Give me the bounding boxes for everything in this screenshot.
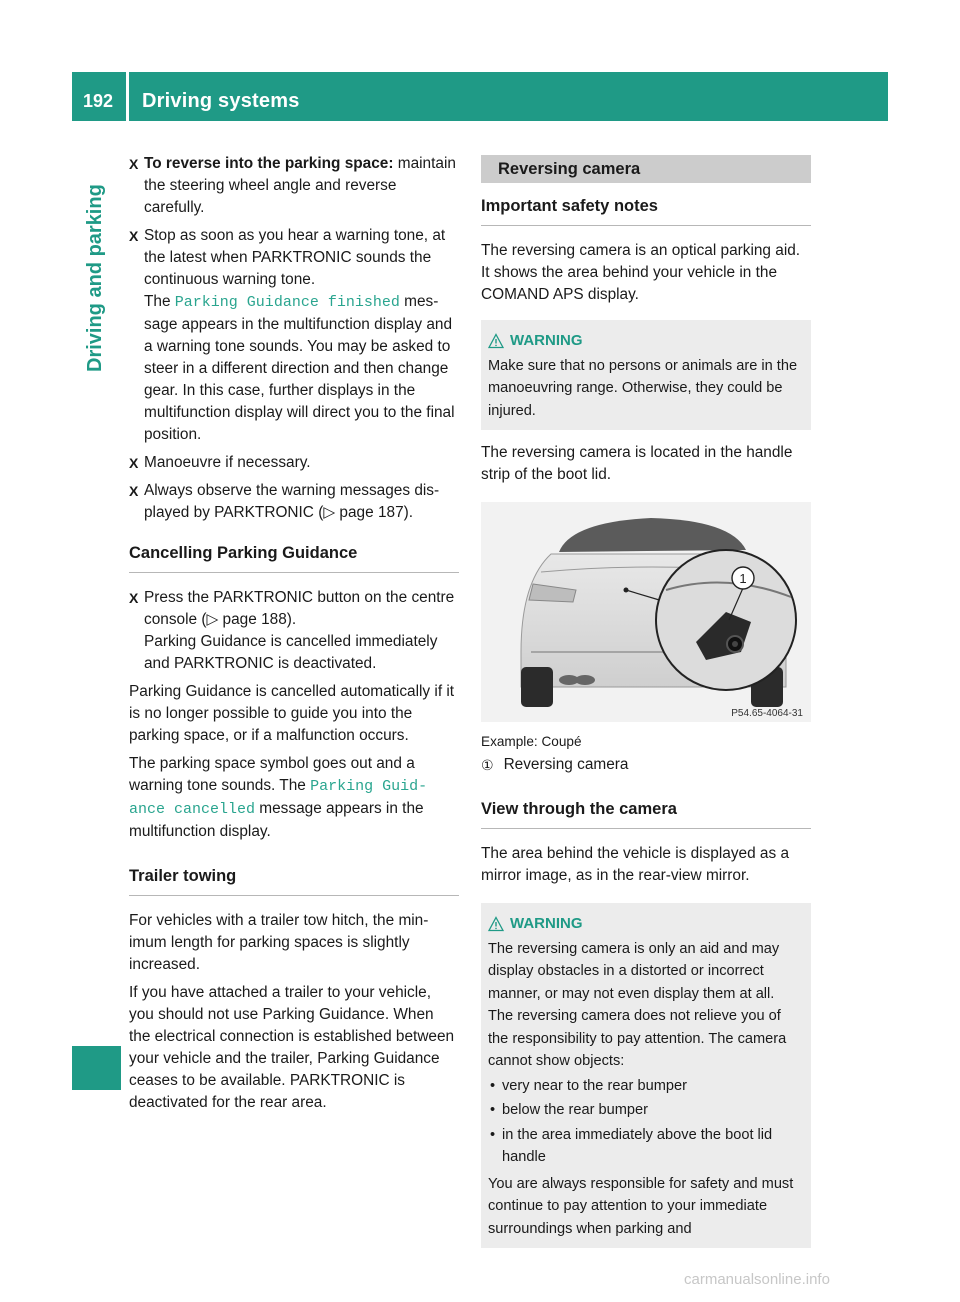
left-column — [129, 153, 459, 1120]
step-arrow-icon: X — [129, 455, 139, 471]
safety-heading: Important safety notes — [481, 195, 811, 226]
bullet-text: very near to the rear bumper — [502, 1077, 687, 1094]
chapter-title: Driving systems — [142, 90, 300, 112]
step-arrow-icon: X — [129, 590, 139, 606]
step-text: Parking Guidance is cancelled immediately and PARKTRONIC is deactivated. — [144, 633, 438, 672]
bullet-icon: • — [490, 1102, 496, 1118]
bullet-icon: • — [490, 1077, 496, 1094]
step-text: message appears in the multifunction display and a warning tone sounds. You may be asked to steer in a different direction and then change gear. In this case, further displays in the multifunction display will direct you to the final position. — [144, 293, 455, 443]
bullet-text: in the area immediately above the boot lid handle — [502, 1126, 773, 1165]
page-header — [72, 72, 888, 121]
step-reverse — [129, 153, 459, 219]
legend-text: Reversing camera — [503, 756, 629, 773]
step-manoeuvre — [129, 452, 459, 474]
warning-triangle-icon — [488, 916, 504, 932]
step-text: Press the PARKTRONIC button on the centre console (▷ page 188). — [144, 589, 455, 628]
camera-location-figure — [481, 502, 811, 722]
step-arrow-icon: X — [129, 228, 139, 244]
bullet-icon: • — [490, 1126, 496, 1143]
warning-bullet — [488, 1075, 803, 1098]
warning-bullet — [488, 1099, 803, 1122]
step-text: Stop as soon as you hear a warning tone, at the latest when PARKTRONIC sounds the continuous warning tone. — [144, 227, 446, 288]
page-number: 192 — [82, 91, 114, 111]
paragraph — [129, 753, 459, 843]
warning-box — [481, 903, 811, 1248]
step-arrow-icon: X — [129, 483, 139, 499]
paragraph: Parking Guidance is cancelled automatically if it is no longer possible to guide you into the parking space, or if a malfunction occurs. — [129, 683, 455, 744]
step-text: Manoeuvre if necessary. — [144, 454, 311, 471]
paragraph: The reversing camera is an optical parking aid. It shows the area behind your vehicle in the COMAND APS display. — [481, 242, 801, 303]
warning-header — [488, 913, 803, 936]
paragraph: The area behind the vehicle is displayed as a mirror image, as in the rear-view mirror. — [481, 845, 790, 884]
step-arrow-icon: X — [129, 156, 139, 172]
side-tab-marker — [72, 1046, 121, 1090]
display-message: Parking Guidance finished — [174, 294, 400, 311]
right-column — [481, 155, 811, 1260]
step-press-button — [129, 587, 459, 675]
view-heading: View through the camera — [481, 798, 811, 829]
step-observe — [129, 480, 459, 524]
step-bold-text: To reverse into the parking space: — [144, 155, 394, 172]
step-text: The — [144, 293, 175, 310]
figure-callout-number: 1 — [739, 571, 747, 586]
warning-bullet — [488, 1124, 803, 1169]
trailer-heading: Trailer towing — [129, 865, 459, 896]
warning-label: WARNING — [510, 915, 583, 932]
step-text: Always observe the warning messages displayed by PARKTRONIC (▷ page 187). — [144, 482, 440, 521]
cancel-heading: Cancelling Parking Guidance — [129, 542, 459, 573]
warning-header — [488, 330, 803, 353]
legend-number: ① — [481, 757, 494, 773]
figure-legend — [481, 754, 811, 776]
paragraph-text: The parking space symbol goes out and a warning tone sounds. The — [129, 755, 415, 794]
paragraph: The reversing camera is located in the handle strip of the boot lid. — [481, 444, 793, 483]
header-divider — [126, 72, 129, 121]
step-stop — [129, 225, 459, 446]
paragraph-text: message appears in the multifunction display. — [129, 800, 424, 840]
figure-caption: Example: Coupé — [481, 734, 582, 749]
warning-text: Make sure that no persons or animals are in the manoeuvring range. Otherwise, they could be injured. — [488, 357, 798, 419]
figure-code: P54.65-4064-31 — [731, 708, 803, 719]
bullet-text: below the rear bumper — [502, 1102, 649, 1118]
display-message: Parking Guid‐ ance cancelled — [129, 778, 428, 818]
warning-box — [481, 320, 811, 430]
warning-text: You are always responsible for safety and must continue to pay attention to your immediate surroundings when parking and — [488, 1175, 794, 1237]
step-text: maintain the steering wheel angle and reverse carefully. — [144, 155, 456, 216]
paragraph: If you have attached a trailer to your vehicle, you should not use Parking Guidance. When the electrical connection is established between your vehicle and the trailer, Parking Guidance ceases to be available. PARKTRONIC is deactivated for the rear area. — [129, 984, 455, 1111]
side-section-label: Driving and parking — [84, 184, 106, 372]
warning-triangle-icon — [488, 333, 504, 349]
paragraph: For vehicles with a trailer tow hitch, the minimum length for parking spaces is slightly increased. — [129, 912, 429, 973]
warning-label: WARNING — [510, 332, 583, 349]
section-title: Reversing camera — [481, 155, 811, 183]
warning-text: The reversing camera is only an aid and may display obstacles in a distorted or incorrect manner, or may not even display them at all. The reversing camera does not relieve you of the responsibility to pay attention. The camera cannot show objects: — [488, 940, 787, 1069]
watermark: carmanualsonline.info — [684, 1271, 830, 1288]
car-rear-illustration — [481, 502, 811, 722]
